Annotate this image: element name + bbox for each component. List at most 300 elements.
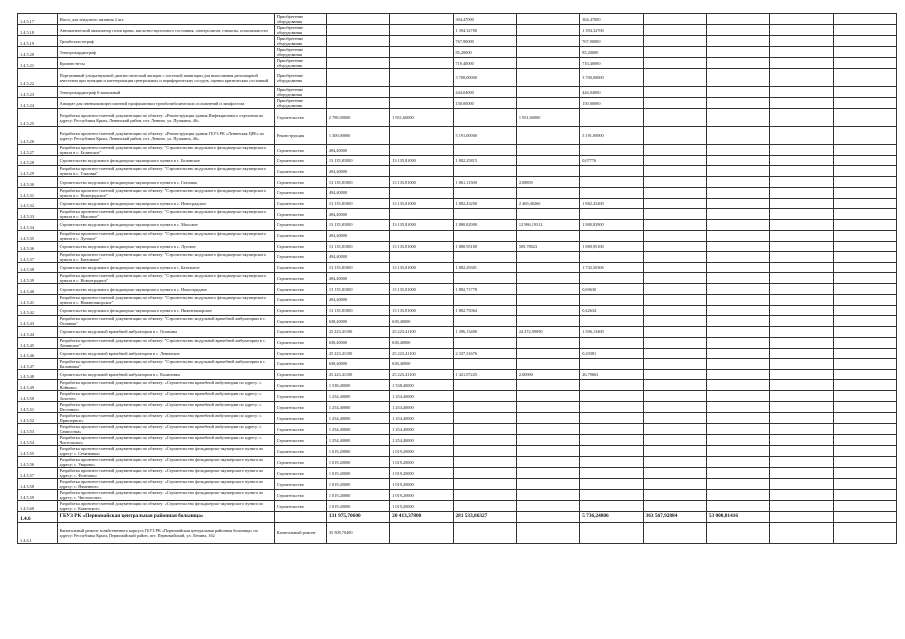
table-cell: 1.4.5.39 — [18, 273, 58, 284]
table-cell — [770, 380, 833, 391]
table-row — [18, 69, 897, 87]
table-cell — [580, 479, 643, 490]
table-cell — [643, 156, 706, 166]
table-cell — [580, 273, 643, 284]
table-cell — [643, 479, 706, 490]
table-cell — [706, 327, 769, 337]
table-row — [18, 402, 897, 413]
table-cell: Аппарат для пневмокомпрессионной профилактики тромбоэмболических осложнений и лимфостаза — [57, 98, 274, 109]
table-cell — [833, 522, 896, 543]
table-cell: 1.4.5.36 — [18, 241, 58, 251]
table-cell — [770, 348, 833, 358]
table-cell — [833, 187, 896, 198]
table-cell — [833, 369, 896, 379]
table-cell: 1 254,40000 — [390, 435, 453, 446]
table-cell: Разработка проектно-сметной документации по объекту: "Строительство модульного фельдшерско-акушерского пункта в с. Мысовое" — [57, 209, 274, 220]
table-row — [18, 36, 897, 47]
table-cell: 1.4.5.51 — [18, 402, 58, 413]
table-row — [18, 47, 897, 58]
table-cell: Строительство — [274, 262, 326, 272]
table-cell — [390, 145, 453, 156]
table-cell — [770, 98, 833, 109]
table-row — [18, 522, 897, 543]
table-cell — [643, 468, 706, 479]
table-cell — [833, 402, 896, 413]
table-row — [18, 305, 897, 315]
table-cell: 1 019,20000 — [390, 501, 453, 512]
table-cell — [580, 522, 643, 543]
table-cell — [770, 522, 833, 543]
table-cell — [833, 413, 896, 424]
table-cell: 1 019,20000 — [390, 468, 453, 479]
table-cell — [453, 479, 516, 490]
table-cell: 5 736,24806 — [580, 512, 643, 522]
table-cell — [770, 209, 833, 220]
table-cell: 1.4.5.35 — [18, 230, 58, 241]
table-cell — [833, 209, 896, 220]
table-cell — [833, 337, 896, 348]
table-cell — [770, 413, 833, 424]
table-cell — [706, 187, 769, 198]
table-cell — [516, 435, 579, 446]
table-cell — [770, 468, 833, 479]
table-cell — [580, 380, 643, 391]
table-cell — [770, 512, 833, 522]
table-cell — [516, 251, 579, 262]
table-cell — [326, 69, 389, 87]
table-cell: 2 788,00000 — [326, 109, 389, 127]
table-cell — [706, 145, 769, 156]
table-row — [18, 145, 897, 156]
table-cell — [580, 490, 643, 501]
table-row — [18, 273, 897, 284]
table-cell — [453, 435, 516, 446]
table-cell — [390, 522, 453, 543]
table-cell — [833, 98, 896, 109]
table-cell: 1 951,60000 — [516, 109, 579, 127]
table-cell — [453, 145, 516, 156]
table-cell — [770, 145, 833, 156]
table-cell: 710,40000 — [580, 58, 643, 69]
table-cell — [643, 337, 706, 348]
table-row — [18, 446, 897, 457]
table-cell — [643, 87, 706, 98]
table-cell: 1 882,43200 — [580, 198, 643, 208]
table-row — [18, 241, 897, 251]
table-cell — [516, 522, 579, 543]
table-cell — [580, 457, 643, 468]
table-cell: 1.4.5.32 — [18, 198, 58, 208]
table-cell — [580, 391, 643, 402]
table-cell — [516, 468, 579, 479]
table-cell — [643, 251, 706, 262]
table-cell — [580, 501, 643, 512]
table-cell — [516, 337, 579, 348]
table-cell: 1 394,32700 — [580, 25, 643, 36]
table-cell: Строительство — [274, 413, 326, 424]
table-cell — [833, 457, 896, 468]
table-cell — [516, 413, 579, 424]
table-cell: 444,04000 — [453, 87, 516, 98]
table-cell: 13 135,81000 — [326, 198, 389, 208]
table-cell: 131 975,70600 — [326, 512, 389, 522]
table-cell — [833, 145, 896, 156]
table-cell — [706, 424, 769, 435]
table-cell: Портативный ультразвуковой диагностический аппарат с системой навигации для выполнения регионарной анестезии при пункции и катетеризации центральных и периферических сосудов, оценки критических состояний — [57, 69, 274, 87]
table-cell — [516, 58, 579, 69]
table-cell — [326, 36, 389, 47]
table-row — [18, 391, 897, 402]
table-cell — [390, 69, 453, 87]
table-cell — [770, 25, 833, 36]
table-cell — [390, 25, 453, 36]
table-cell: 1 019,20000 — [326, 490, 389, 501]
table-row — [18, 25, 897, 36]
table-cell — [516, 316, 579, 327]
table-cell — [770, 241, 833, 251]
table-cell — [770, 198, 833, 208]
table-cell: Строительство — [274, 145, 326, 156]
table-cell — [516, 273, 579, 284]
table-cell: 1.4.5.54 — [18, 435, 58, 446]
table-row — [18, 187, 897, 198]
table-cell: 1.4.5.40 — [18, 284, 58, 294]
table-row — [18, 424, 897, 435]
table-cell — [643, 262, 706, 272]
table-cell — [580, 358, 643, 369]
table-cell: Строительство — [274, 198, 326, 208]
table-cell: 1.4.5.57 — [18, 468, 58, 479]
table-cell — [453, 358, 516, 369]
table-cell — [390, 87, 453, 98]
table-cell — [706, 479, 769, 490]
table-cell: 150,00000 — [453, 98, 516, 109]
table-cell: Строительство модульного фельдшерско-акушерского пункта в с. Новоградское — [57, 198, 274, 208]
table-cell — [643, 187, 706, 198]
table-cell: Разработка проектно-сметной документации по объекту: «Строительство фельдшерско-акушерского пункта по адресу: с. Фонтаны» — [57, 468, 274, 479]
table-cell: 1 396,13400 — [580, 327, 643, 337]
table-cell — [770, 273, 833, 284]
table-cell: 1.4.5.55 — [18, 446, 58, 457]
table-cell: Приобретение оборудования — [274, 36, 326, 47]
table-cell — [643, 25, 706, 36]
table-cell: 494,40000 — [326, 273, 389, 284]
table-cell — [453, 209, 516, 220]
table-cell — [643, 177, 706, 187]
table-cell — [833, 58, 896, 69]
table-cell: 0,20381 — [580, 348, 643, 358]
table-cell — [770, 424, 833, 435]
table-row — [18, 512, 897, 522]
table-cell — [516, 36, 579, 47]
table-cell: 25 223,41100 — [326, 327, 389, 337]
table-cell: Разработка проектно-сметной документации по объекту: «Строительство врачебной амбулатории по адресу: с. Войково» — [57, 380, 274, 391]
table-cell: Разработка проектно-сметной документации по объекту: "Строительство модульной врачебной амбулатории в с. Осовины" — [57, 316, 274, 327]
table-cell: Строительство модульной врачебной амбулатории в с. Осовины — [57, 327, 274, 337]
table-cell: ГБУЗ РК «Первомайская центральная районная больница» — [57, 512, 274, 522]
table-cell — [833, 391, 896, 402]
table-cell — [580, 294, 643, 305]
table-cell — [706, 220, 769, 230]
table-cell: 1 254,40000 — [390, 413, 453, 424]
table-cell: 13 135,81000 — [326, 284, 389, 294]
table-row — [18, 109, 897, 127]
table-cell: 1.4.5.37 — [18, 251, 58, 262]
table-cell — [643, 47, 706, 58]
table-cell — [706, 127, 769, 145]
table-cell — [643, 230, 706, 241]
table-cell: Строительство — [274, 479, 326, 490]
table-cell — [643, 198, 706, 208]
table-cell — [580, 402, 643, 413]
table-cell: 13 135,81000 — [390, 241, 453, 251]
table-cell: 0,07776 — [580, 156, 643, 166]
table-cell — [516, 446, 579, 457]
table-cell: 1.4.5.22 — [18, 69, 58, 87]
table-cell: 13 135,81000 — [326, 220, 389, 230]
table-cell: 1.4.5.30 — [18, 177, 58, 187]
table-cell: 638,40000 — [390, 358, 453, 369]
table-cell — [706, 36, 769, 47]
table-cell: 1 882,71778 — [453, 284, 516, 294]
table-cell: 1 394,32700 — [453, 25, 516, 36]
table-cell: 24 272,09090 — [516, 327, 579, 337]
table-cell: Строительство — [274, 358, 326, 369]
table-cell — [453, 230, 516, 241]
table-cell — [643, 369, 706, 379]
table-cell — [770, 251, 833, 262]
table-cell — [833, 327, 896, 337]
table-cell — [453, 109, 516, 127]
table-cell: 1 019,20000 — [390, 446, 453, 457]
table-cell — [833, 348, 896, 358]
table-cell — [643, 358, 706, 369]
table-cell — [706, 457, 769, 468]
table-cell: 1.4.5.60 — [18, 501, 58, 512]
table-cell: 1.4.5.21 — [18, 58, 58, 69]
table-cell: 304,47000 — [453, 14, 516, 25]
table-cell: Строительство — [274, 251, 326, 262]
table-cell — [643, 413, 706, 424]
table-cell: 1.4.5.25 — [18, 109, 58, 127]
table-cell: Строительство — [274, 380, 326, 391]
table-cell: Разработка проектно-сметной документации по объекту: «Строительство врачебной амбулатории по адресу: с. Семисотка» — [57, 424, 274, 435]
table-cell: 1 880,95100 — [580, 241, 643, 251]
table-cell — [770, 337, 833, 348]
table-cell — [706, 241, 769, 251]
table-cell — [706, 198, 769, 208]
table-cell: 1 732,50306 — [580, 262, 643, 272]
table-cell: Капитальный ремонт хозяйственного корпуса ГБУЗ РК «Первомайская центральная районная больница» по адресу: Республика Крым, Первомайский район, пгт. Первомайский, ул. Ленина, 162 — [57, 522, 274, 543]
table-cell — [833, 435, 896, 446]
table-cell — [580, 316, 643, 327]
table-cell — [643, 327, 706, 337]
table-cell: 1 254,40000 — [390, 391, 453, 402]
table-cell: 494,40000 — [326, 251, 389, 262]
table-cell — [770, 87, 833, 98]
table-cell: 1 019,20000 — [326, 457, 389, 468]
table-cell: 767,90000 — [580, 36, 643, 47]
table-cell — [770, 156, 833, 166]
table-cell: 5 191,00000 — [453, 127, 516, 145]
table-cell: Строительство модульной врачебной амбулатории в с. Калиновка — [57, 369, 274, 379]
table-cell — [643, 209, 706, 220]
table-row — [18, 284, 897, 294]
table-cell — [453, 490, 516, 501]
table-cell — [833, 273, 896, 284]
table-row — [18, 251, 897, 262]
table-cell: Насос для зондового питания 2 шт. — [57, 14, 274, 25]
table-cell — [770, 177, 833, 187]
table-cell: Строительство — [274, 294, 326, 305]
table-cell: Строительство — [274, 402, 326, 413]
table-cell: 638,40000 — [390, 337, 453, 348]
table-cell: Разработка проектно-сметной документации по объекту: "Строительство модульного фельдшерско-акушерского пункта в с. Глазовка" — [57, 166, 274, 177]
table-cell — [580, 251, 643, 262]
table-cell — [706, 109, 769, 127]
table-cell — [770, 490, 833, 501]
table-cell — [643, 98, 706, 109]
table-cell: Строительство — [274, 501, 326, 512]
table-row — [18, 262, 897, 272]
table-cell: Строительство — [274, 327, 326, 337]
table-cell: Строительство модульного фельдшерско-акушерского пункта в с. Нижнезаморское — [57, 305, 274, 315]
table-cell: Электрокардиограф 6-канальный — [57, 87, 274, 98]
table-cell: 710,40000 — [453, 58, 516, 69]
table-cell — [580, 446, 643, 457]
table-cell: Разработка проектно-сметной документации по объекту: «Реконструкция здания ГБУЗ РК «Ленинская ЦРБ» по адресу: Республика Крым, Ленинский район, пгт. Ленино, ул. Пушкина, 46» — [57, 127, 274, 145]
table-cell — [833, 198, 896, 208]
table-cell — [833, 47, 896, 58]
table-cell — [390, 273, 453, 284]
table-cell: 1.4.5.53 — [18, 424, 58, 435]
table-cell: 1.4.5.26 — [18, 127, 58, 145]
table-cell: 1.4.5.45 — [18, 337, 58, 348]
table-cell: Разработка проектно-сметной документации по объекту: «Строительство врачебной амбулатории по адресу: с. Приозерное» — [57, 413, 274, 424]
table-cell — [643, 58, 706, 69]
table-cell: 1 882,43200 — [453, 198, 516, 208]
table-cell — [833, 305, 896, 315]
table-cell: 1.4.5.47 — [18, 358, 58, 369]
table-row — [18, 156, 897, 166]
table-cell: Строительство — [274, 490, 326, 501]
table-cell: 1.4.5.58 — [18, 479, 58, 490]
table-row — [18, 220, 897, 230]
table-cell — [833, 87, 896, 98]
table-cell — [706, 316, 769, 327]
table-cell — [833, 316, 896, 327]
table-cell — [833, 69, 896, 87]
table-cell — [516, 479, 579, 490]
table-cell: 281 533,86327 — [453, 512, 516, 522]
table-row — [18, 413, 897, 424]
table-cell — [643, 294, 706, 305]
table-cell: Приобретение оборудования — [274, 98, 326, 109]
table-cell: 1.4.5.44 — [18, 327, 58, 337]
table-cell: 0,69630 — [580, 284, 643, 294]
table-row — [18, 230, 897, 241]
table-cell — [580, 468, 643, 479]
table-cell: 1.4.5.17 — [18, 14, 58, 25]
table-cell — [390, 251, 453, 262]
table-cell — [770, 109, 833, 127]
table-cell: 13 135,81000 — [326, 241, 389, 251]
table-cell: 1 254,40000 — [326, 402, 389, 413]
table-cell — [770, 58, 833, 69]
table-cell — [580, 337, 643, 348]
table-cell: 1 254,40000 — [390, 424, 453, 435]
table-cell — [643, 402, 706, 413]
table-cell — [516, 98, 579, 109]
table-cell — [643, 109, 706, 127]
table-cell — [643, 457, 706, 468]
table-row — [18, 468, 897, 479]
table-cell — [833, 294, 896, 305]
table-cell — [453, 501, 516, 512]
table-cell — [580, 413, 643, 424]
table-cell: 1 019,20000 — [390, 479, 453, 490]
table-cell — [453, 294, 516, 305]
table-cell — [706, 98, 769, 109]
table-cell — [453, 402, 516, 413]
table-cell: 1.4.5.46 — [18, 348, 58, 358]
table-cell — [706, 156, 769, 166]
table-cell: 1.4.5.56 — [18, 457, 58, 468]
table-cell — [833, 512, 896, 522]
budget-table — [17, 13, 897, 544]
table-cell — [453, 166, 516, 177]
table-cell: 494,40000 — [326, 230, 389, 241]
table-cell: 1 254,40000 — [326, 413, 389, 424]
table-cell: Разработка проектно-сметной документации по объекту: "Строительство модульной врачебной амбулатории в с. Ленинское" — [57, 337, 274, 348]
table-cell — [706, 177, 769, 187]
table-cell: Строительство — [274, 391, 326, 402]
table-cell: 1 019,20000 — [390, 457, 453, 468]
table-cell — [516, 305, 579, 315]
table-cell — [706, 413, 769, 424]
table-cell: Строительство — [274, 348, 326, 358]
table-cell — [516, 14, 579, 25]
table-cell — [833, 156, 896, 166]
table-cell: 2,00000 — [516, 369, 579, 379]
table-cell: Разработка проектно-сметной документации по объекту: «Реконструкция здания Инфекционного отделения по адресу: Республика Крым, Ленинский район, пгт. Ленино, ул. Пушкина, 46» — [57, 109, 274, 127]
table-cell: 1 019,20000 — [326, 501, 389, 512]
table-cell: 1 882,29301 — [453, 262, 516, 272]
table-cell — [770, 230, 833, 241]
table-row — [18, 209, 897, 220]
table-cell: 1.4.5.38 — [18, 262, 58, 272]
table-cell: 1 396,13400 — [453, 327, 516, 337]
table-cell: 494,40000 — [326, 209, 389, 220]
table-cell — [390, 127, 453, 145]
table-cell: Строительство модульного фельдшерско-акушерского пункта в с. Мысовое — [57, 220, 274, 230]
table-cell — [706, 58, 769, 69]
table-cell — [770, 47, 833, 58]
table-cell — [706, 47, 769, 58]
table-cell — [516, 402, 579, 413]
table-cell: Приобретение оборудования — [274, 25, 326, 36]
table-cell — [326, 58, 389, 69]
table-cell — [326, 14, 389, 25]
table-cell — [643, 501, 706, 512]
table-cell — [833, 284, 896, 294]
table-row — [18, 14, 897, 25]
table-cell — [833, 446, 896, 457]
table-cell: 13 135,81000 — [326, 305, 389, 315]
table-cell — [833, 36, 896, 47]
table-cell: Приобретение оборудования — [274, 47, 326, 58]
table-cell: Строительство — [274, 337, 326, 348]
